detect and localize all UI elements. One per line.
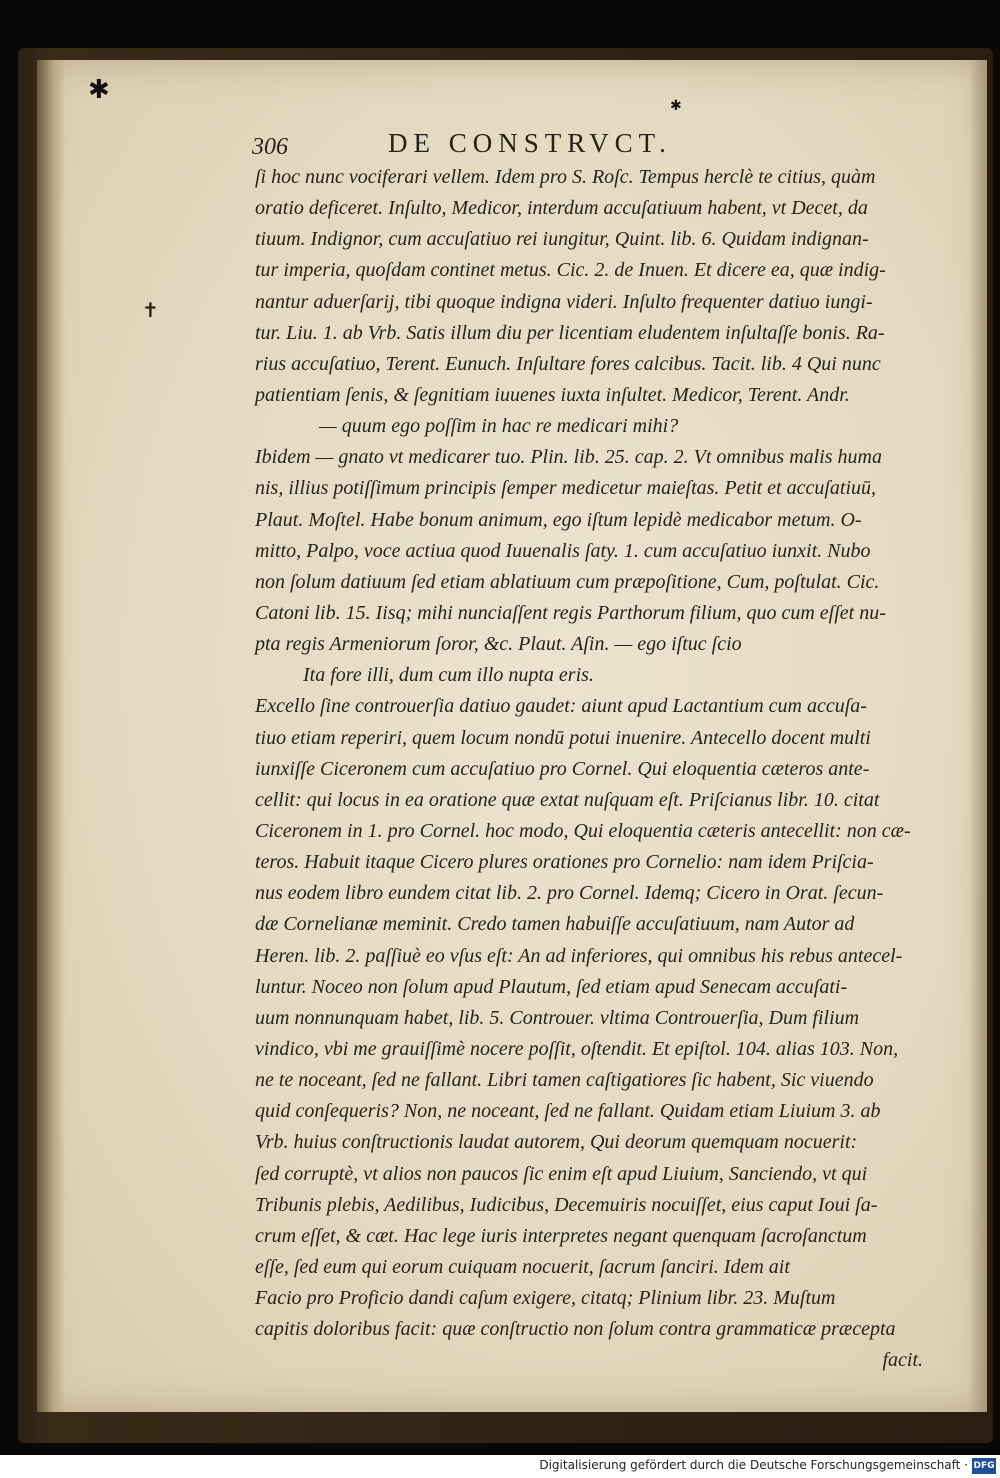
text-line: Facio pro Proficio dandi caſum exigere, citatq; Plinium libr. 23. Muſtum	[255, 1287, 836, 1310]
ink-blot-mark: ✱	[88, 75, 110, 104]
text-line: mitto, Palpo, voce actiua quod Iuuenalis ſaty. 1. cum accuſatiuo iunxit. Nubo	[255, 539, 871, 562]
text-line: luntur. Noceo non ſolum apud Plautum, ſed etiam apud Senecam accuſati-	[255, 975, 848, 998]
text-line: non ſolum datiuum ſed etiam ablatiuum cum præpoſitione, Cum, poſtulat. Cic.	[255, 570, 880, 593]
text-line: ſed corruptè, vt alios non paucos ſic enim eſt apud Liuium, Sanciendo, vt qui	[255, 1162, 868, 1185]
text-line: tur imperia, quoſdam continet metus. Cic. 2. de Inuen. Et dicere ea, quæ indig-	[255, 259, 886, 282]
text-line: Tribunis plebis, Aedilibus, Iudicibus, Decemuiris nocuiſſet, eius caput Ioui ſa-	[255, 1193, 878, 1216]
text-line: crum eſſet, & cæt. Hac lege iuris interpretes negant quenquam ſacroſanctum	[255, 1224, 867, 1247]
text-line: eſſe, ſed eum qui eorum cuiquam nocuerit, ſacrum ſanciri. Idem ait	[255, 1255, 790, 1278]
text-line: Heren. lib. 2. paſſiuè eo vſus eſt: An ad inferiores, qui omnibus his rebus antecel-	[255, 944, 903, 967]
text-line: patientiam ſenis, & ſegnitiam iuuenes iuxta inſultet. Medicor, Terent. Andr.	[255, 383, 850, 406]
text-line: iunxiſſe Ciceronem cum accuſatiuo pro Cornel. Qui eloquentia cæteros ante-	[255, 757, 870, 780]
text-line: Plaut. Moſtel. Habe bonum animum, ego iſtum lepidè medicabor metum. O-	[255, 508, 862, 531]
text-line: capitis doloribus facit: quæ conſtructio non ſolum contra grammaticæ præcepta	[255, 1318, 896, 1341]
text-line: nus eodem libro eundem citat lib. 2. pro Cornel. Idemq; Cicero in Orat. ſecun-	[255, 882, 884, 905]
text-line: tiuum. Indignor, cum accuſatiuo rei iungitur, Quint. lib. 6. Quidam indignan-	[255, 228, 869, 251]
text-line: tur. Liu. 1. ab Vrb. Satis illum diu per licentiam eludentem inſultaſſe bonis. Ra-	[255, 321, 885, 344]
text-line: Excello ſine controuerſia datiuo gaudet: aiunt apud Lactantium cum accuſa-	[255, 695, 867, 718]
text-line: cellit: qui locus in ea oratione quæ extat nuſquam eſt. Priſcianus libr. 10. citat	[255, 788, 880, 811]
text-line: tiuo etiam reperiri, quem locum nondū potui inuenire. Antecello docent multi	[255, 726, 871, 749]
text-line: teros. Habuit itaque Cicero plures orationes pro Cornelio: nam idem Priſcia-	[255, 851, 874, 874]
signature-asterisk-mark: ✱	[670, 99, 682, 114]
running-head: DE CONSTRVCT.	[388, 128, 672, 158]
text-line: vindico, vbi me grauiſſimè nocere poſſit, oſtendit. Et epiſtol. 104. alias 103. Non,	[255, 1037, 899, 1060]
footer-bar	[0, 1455, 1000, 1478]
text-line: ſi hoc nunc vociferari vellem. Idem pro S. Roſc. Tempus herclè te citius, quàm	[255, 166, 876, 188]
text-line: uum nonnunquam habet, lib. 5. Controuer. vltima Controuerſia, Dum filium	[255, 1006, 860, 1029]
funding-credit: Digitalisierung gefördert durch die Deutsche Forschungsgemeinschaft ·	[539, 1458, 968, 1472]
verse-quote-line: — quum ego poſſim in hac re medicari mihi?	[319, 415, 679, 438]
text-line: Catoni lib. 15. Iisq; mihi nunciaſſent regis Parthorum filium, quo cum eſſet nu-	[255, 601, 886, 624]
text-line: rius accuſatiuo, Terent. Eunuch. Inſultare fores calcibus. Tacit. lib. 4 Qui nunc	[255, 352, 881, 375]
body-text	[255, 162, 923, 1376]
text-line: quid conſequeris? Non, ne noceant, ſed ne fallant. Quidam etiam Liuium 3. ab	[255, 1100, 881, 1123]
catchword: facit.	[882, 1349, 923, 1372]
margin-dagger-mark: ✝	[142, 300, 159, 322]
text-line: nis, illius potiſſimum principis ſemper medicetur maieſtas. Petit et accuſatiuū,	[255, 477, 877, 500]
text-line: dæ Cornelianæ meminit. Credo tamen habuiſſe accuſatiuum, nam Autor ad	[255, 913, 855, 936]
dfg-logo: DFG	[972, 1458, 996, 1474]
text-line: pta regis Armeniorum ſoror, &c. Plaut. Aſin. — ego iſtuc ſcio	[255, 633, 742, 656]
text-line: oratio deficeret. Inſulto, Medicor, interdum accuſatiuum habent, vt Decet, da	[255, 197, 868, 220]
text-line: nantur aduerſarij, tibi quoque indigna videri. Inſulto frequenter datiuo iungi-	[255, 290, 873, 313]
text-line: Vrb. huius conſtructionis laudat autorem, Qui deorum quemquam nocuerit:	[255, 1131, 858, 1154]
page-number: 306	[252, 134, 288, 160]
verse-quote-line: Ita fore illi, dum cum illo nupta eris.	[303, 664, 594, 687]
text-line: Ciceronem in 1. pro Cornel. hoc modo, Qui eloquentia cæteris antecellit: non cæ-	[255, 819, 911, 842]
text-line: Ibidem — gnato vt medicarer tuo. Plin. lib. 25. cap. 2. Vt omnibus malis huma	[255, 446, 882, 469]
text-line: ne te noceant, ſed ne fallant. Libri tamen caſtigatiores ſic habent, Sic viuendo	[255, 1069, 874, 1092]
